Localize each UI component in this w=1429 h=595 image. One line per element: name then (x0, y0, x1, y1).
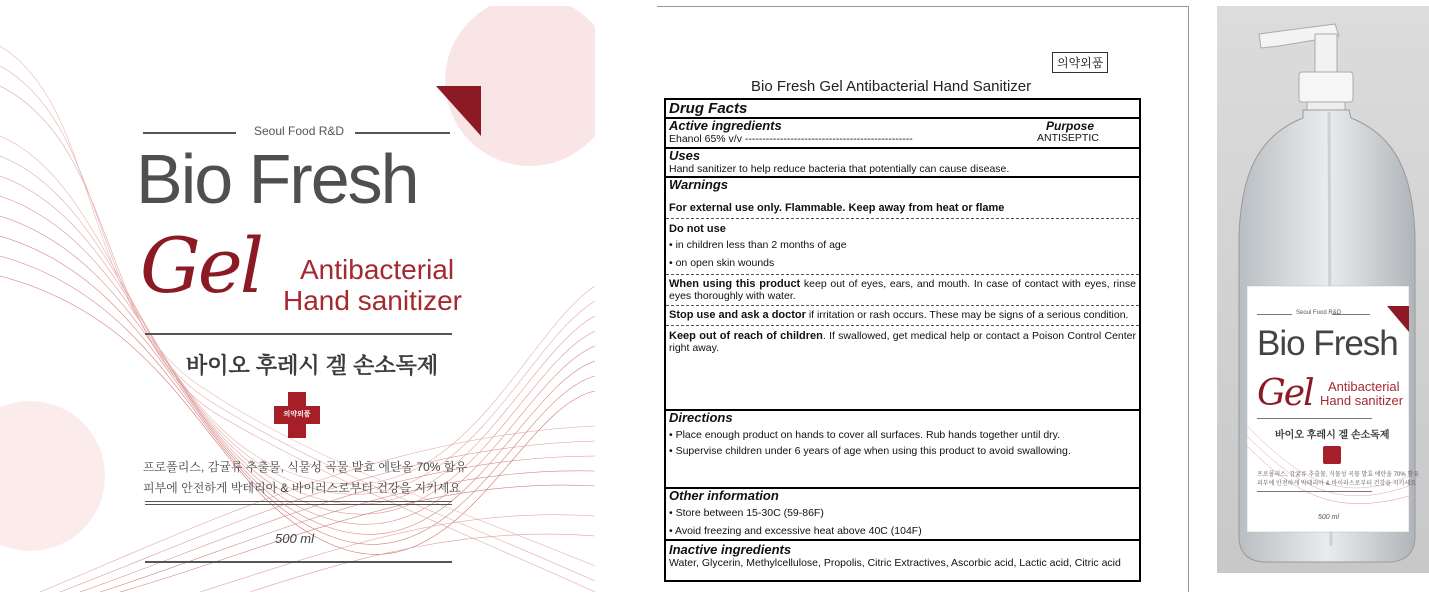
bottle-illustration (1217, 6, 1429, 573)
list-item: • Place enough product on hands to cover all surfaces. Rub hands together until dry. (669, 429, 1061, 441)
uses-text: Hand sanitizer to help reduce bacteria that potentially can cause disease. (669, 163, 1010, 175)
photo-description-2: 피부에 안전하게 박테리아 & 바이러스로부터 건강을 지키세요 (1257, 481, 1416, 487)
divider (145, 501, 452, 502)
warnings-section (666, 178, 1139, 411)
stop-use-text: Stop use and ask a doctor if irritation or rash occurs. These may be signs of a serious condition. (669, 309, 1129, 321)
brand-rule-left (143, 132, 236, 134)
list-item: • Store between 15-30C (59-86F) (669, 507, 824, 519)
volume: 500 ml (275, 531, 315, 546)
brand-name: Seoul Food R&D (254, 124, 345, 138)
warning-flammable: For external use only. Flammable. Keep away from heat or flame (669, 202, 1005, 214)
when-using-text: When using this product keep out of eyes, ears, and mouth. In case of contact with eyes, rinse eyes thoroughly with water. (669, 278, 1136, 302)
subtitle-antibacterial: Antibacterial (300, 254, 455, 285)
list-item: • on open skin wounds (669, 257, 775, 269)
photo-korean-title: 바이오 후레시 겔 손소독제 (1275, 430, 1390, 441)
description-line-2: 피부에 안전하게 박테리아 & 바이러스로부터 건강을 지키세요 (143, 481, 461, 495)
keep-out-text: Keep out of reach of children. If swallowed, get medical help or contact a Poison Control Center right away. (669, 330, 1137, 354)
product-photo (1217, 6, 1429, 573)
list-item: • in children less than 2 months of age (669, 239, 847, 251)
purpose-value: ANTISEPTIC (1037, 132, 1099, 144)
back-title: Bio Fresh Gel Antibacterial Hand Sanitizer (751, 78, 1032, 95)
inactive-ingredients-section (666, 543, 1139, 580)
purpose-heading: Purpose (1046, 119, 1095, 133)
active-value: Ehanol 65% v/v ------------------------------------------------ (669, 133, 913, 145)
warnings-heading: Warnings (669, 177, 728, 192)
subtitle-hand-sanitizer: Hand sanitizer (283, 285, 462, 316)
other-heading: Other information (669, 488, 779, 503)
inactive-heading: Inactive ingredients (669, 542, 792, 557)
photo-description-1: 프로폴리스, 감귤류 추출물, 식물성 곡물 발효 에탄올 70% 함유 (1257, 472, 1419, 478)
product-title: Bio Fresh (136, 140, 418, 218)
quasi-drug-badge: 의약외품 (283, 411, 311, 418)
drug-facts-title: Drug Facts (669, 100, 748, 117)
active-ingredients-section (666, 119, 1139, 149)
drug-facts-header (666, 100, 1139, 119)
photo-subtitle-hand-sanitizer: Hand sanitizer (1320, 393, 1404, 408)
divider (145, 504, 452, 505)
korean-title: 바이오 후레시 겔 손소독제 (186, 353, 439, 378)
description-line-1: 프로폴리스, 감귤류 추출물, 식물성 곡물 발효 에탄올 70% 함유 (143, 460, 467, 474)
photo-volume: 500 ml (1318, 514, 1340, 521)
photo-title: Bio Fresh (1257, 324, 1398, 363)
gel-script: Gel (140, 221, 261, 310)
medical-cross-icon (274, 392, 320, 438)
drug-facts-panel (664, 98, 1141, 582)
active-heading: Active ingredients (669, 118, 782, 133)
directions-heading: Directions (669, 410, 733, 425)
photo-subtitle-antibacterial: Antibacterial (1328, 379, 1400, 394)
other-information-section (666, 489, 1139, 541)
uses-heading: Uses (669, 148, 701, 163)
inactive-text: Water, Glycerin, Methylcellulose, Propolis, Citric Extractives, Ascorbic acid, Lactic acid, Citric acid (669, 557, 1121, 569)
photo-brand: Seoul Food R&D (1296, 310, 1342, 316)
do-not-use-heading: Do not use (669, 223, 726, 235)
directions-section (666, 411, 1139, 489)
list-item: • Avoid freezing and excessive heat above 40C (104F) (669, 525, 922, 537)
quasi-drug-badge: 의약외품 (1052, 52, 1108, 73)
list-item: • Supervise children under 6 years of age when using this product to avoid swallowing. (669, 445, 1071, 457)
front-label (0, 6, 595, 592)
divider (145, 333, 452, 335)
uses-section (666, 149, 1139, 178)
divider (145, 561, 452, 563)
brand-rule-right (355, 132, 450, 134)
photo-gel: Gel (1257, 373, 1313, 414)
